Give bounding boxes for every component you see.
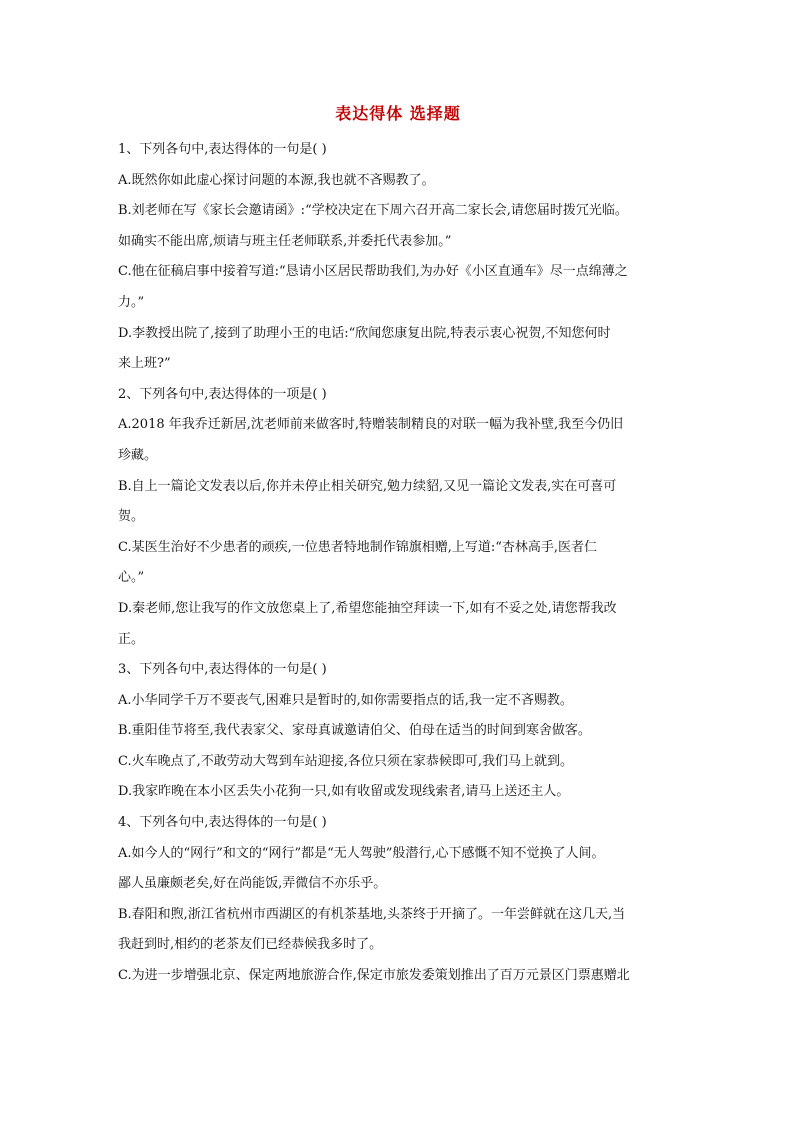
document-title: 表达得体 选择题 — [335, 104, 461, 123]
text-line: A.小华同学千万不要丧气,困难只是暂时的,如你需要指点的话,我一定不吝赐教。 — [118, 692, 573, 708]
text-line: 我赶到时,相约的老茶友们已经恭候我多时了。 — [118, 937, 383, 953]
text-line: 来上班?” — [118, 356, 171, 372]
text-line: D.我家昨晚在本小区丢失小花狗一只,如有收留或发现线索者,请马上送还主人。 — [118, 784, 570, 800]
text-line: 3、下列各句中,表达得体的一句是( ) — [118, 662, 327, 678]
text-line: B.刘老师在写《家长会邀请函》:“学校决定在下周六召开高二家长会,请您届时拨冗光临。 — [118, 203, 628, 219]
text-line: 1、下列各句中,表达得体的一句是( ) — [118, 142, 327, 157]
text-line: B.春阳和煦,浙江省杭州市西湖区的有机茶基地,头茶终于开摘了。一年尝鲜就在这几天,当 — [118, 906, 626, 922]
question-text — [118, 135, 678, 992]
text-line: 力。” — [118, 294, 145, 310]
text-line: C.他在征稿启事中接着写道:“恳请小区居民帮助我们,为办好《小区直通车》尽一点绵薄之 — [118, 264, 628, 280]
text-line: 心。” — [118, 570, 145, 586]
text-line: 如确实不能出席,烦请与班主任老师联系,并委托代表参加。” — [118, 233, 452, 249]
text-line: B.重阳佳节将至,我代表家父、家母真诚邀请伯父、伯母在适当的时间到寒舍做客。 — [118, 723, 591, 739]
text-line: C.火车晚点了,不敢劳动大驾到车站迎接,各位只须在家恭候即可,我们马上就到。 — [118, 753, 574, 769]
text-line: 4、下列各句中,表达得体的一句是( ) — [118, 815, 327, 831]
text-line: C.某医生治好不少患者的顽疾,一位患者特地制作锦旗相赠,上写道:“杏林高手,医者仁 — [118, 539, 598, 555]
text-line: 正。 — [118, 631, 145, 647]
text-line: 鄙人虽廉颇老矣,好在尚能饭,弄微信不亦乐乎。 — [118, 876, 387, 892]
text-line: D.秦老师,您让我写的作文放您桌上了,希望您能抽空拜读一下,如有不妥之处,请您帮我改 — [118, 600, 617, 616]
text-line: A.既然你如此虚心探讨问题的本源,我也就不吝赐教了。 — [118, 172, 435, 188]
text-line: 珍藏。 — [118, 447, 158, 463]
text-line: 2、下列各句中,表达得体的一项是( ) — [118, 386, 327, 402]
text-line: B.自上一篇论文发表以后,你并未停止相关研究,勉力续貂,又见一篇论文发表,实在可喜可 — [118, 478, 617, 494]
text-line: A.如今人的“网行”和文的“网行”都是“无人驾驶”般潜行,心下感慨不知不觉换了人间。 — [118, 845, 605, 861]
text-line: C.为进一步增强北京、保定两地旅游合作,保定市旅发委策划推出了百万元景区门票惠赠北 — [118, 968, 630, 984]
text-line: 贺。 — [118, 509, 145, 525]
text-line: D.李教授出院了,接到了助理小王的电话:“欣闻您康复出院,特表示衷心祝贺,不知您何时 — [118, 325, 611, 341]
text-line: A.2018 年我乔迁新居,沈老师前来做客时,特赠装制精良的对联一幅为我补壁,我至今仍旧 — [118, 417, 624, 433]
